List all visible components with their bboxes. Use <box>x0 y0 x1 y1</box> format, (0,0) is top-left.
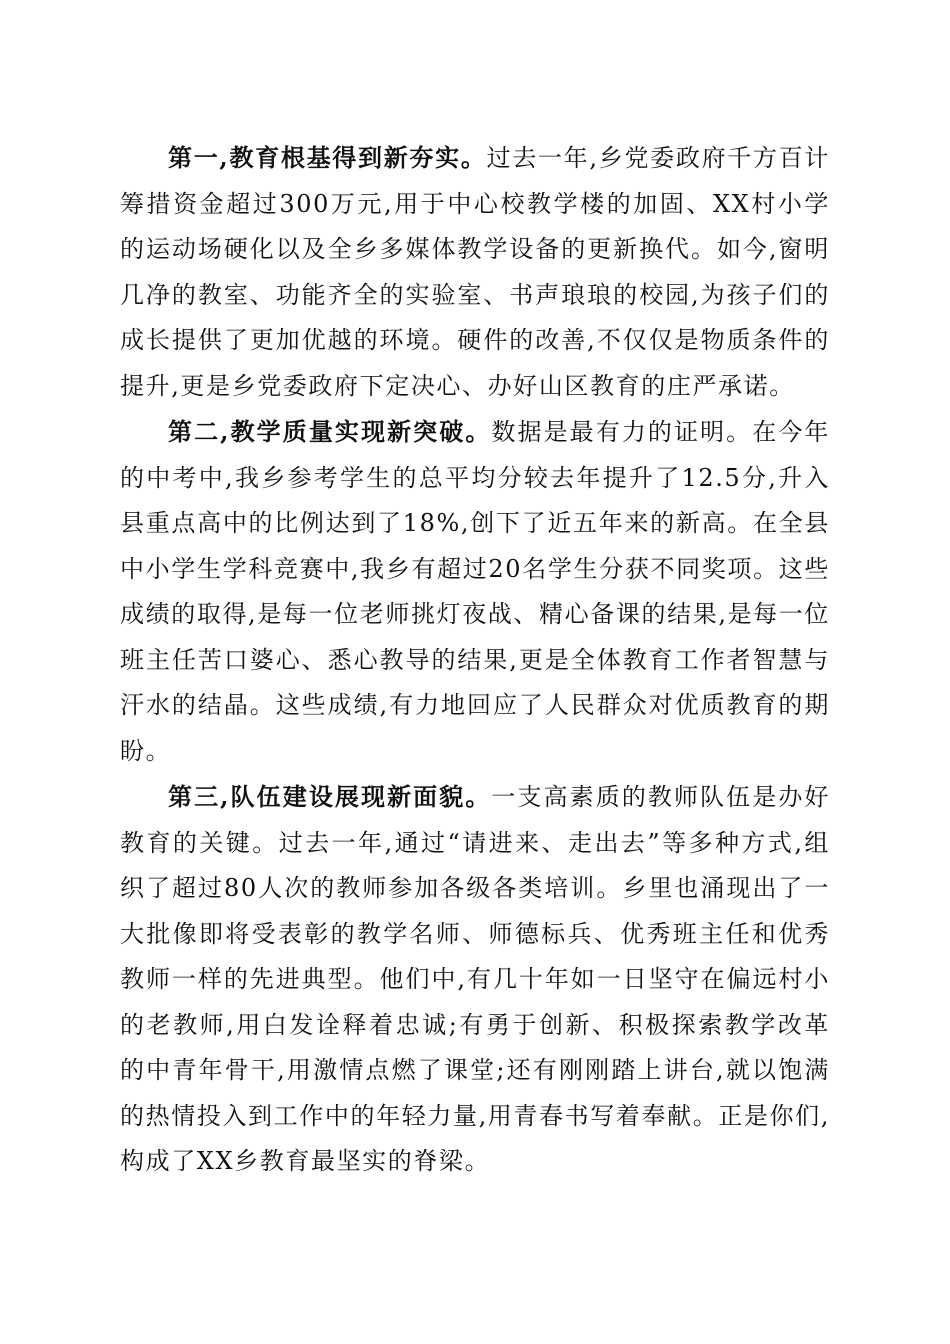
paragraph-body: 过去一年,乡党委政府千方百计筹措资金超过300万元,用于中心校教学楼的加固、XX村小学的运动场硬化以及全乡多媒体教学设备的更新换代。如今,窗明几净的教室、功能齐全的实验室、书声琅琅的校园,为孩子们的成长提供了更加优越的环境。硬件的改善,不仅仅是物质条件的提升,更是乡党委政府下定决心、办好山区教育的庄严承诺。 <box>120 144 830 400</box>
paragraph-body: 数据是最有力的证明。在今年的中考中,我乡参考学生的总平均分较去年提升了12.5分,升入县重点高中的比例达到了18%,创下了近五年来的新高。在全县中小学生学科竞赛中,我乡有超过20名学生分获不同奖项。这些成绩的取得,是每一位老师挑灯夜战、精心备课的结果,是每一位班主任苦口婆心、悉心教导的结果,更是全体教育工作者智慧与汗水的结晶。这些成绩,有力地回应了人民群众对优质教育的期盼。 <box>120 418 830 765</box>
paragraph-education-foundation <box>120 135 830 409</box>
paragraph-team-building <box>120 774 830 1185</box>
paragraph-body: 一支高素质的教师队伍是办好教育的关键。过去一年,通过“请进来、走出去”等多种方式,组织了超过80人次的教师参加各级各类培训。乡里也涌现出了一大批像即将受表彰的教学名师、师德标兵、优秀班主任和优秀教师一样的先进典型。他们中,有几十年如一日坚守在偏远村小的老教师,用白发诠释着忠诚;有勇于创新、积极探索教学改革的中青年骨干,用激情点燃了课堂;还有刚刚踏上讲台,就以饱满的热情投入到工作中的年轻力量,用青春书写着奉献。正是你们,构成了XX乡教育最坚实的脊梁。 <box>120 783 830 1175</box>
paragraph-lead: 第一,教育根基得到新夯实。 <box>168 143 487 172</box>
paragraph-teaching-quality <box>120 409 830 774</box>
paragraph-lead: 第三,队伍建设展现新面貌。 <box>168 782 492 811</box>
paragraph-lead: 第二,教学质量实现新突破。 <box>168 417 492 446</box>
document-body <box>120 135 830 1185</box>
